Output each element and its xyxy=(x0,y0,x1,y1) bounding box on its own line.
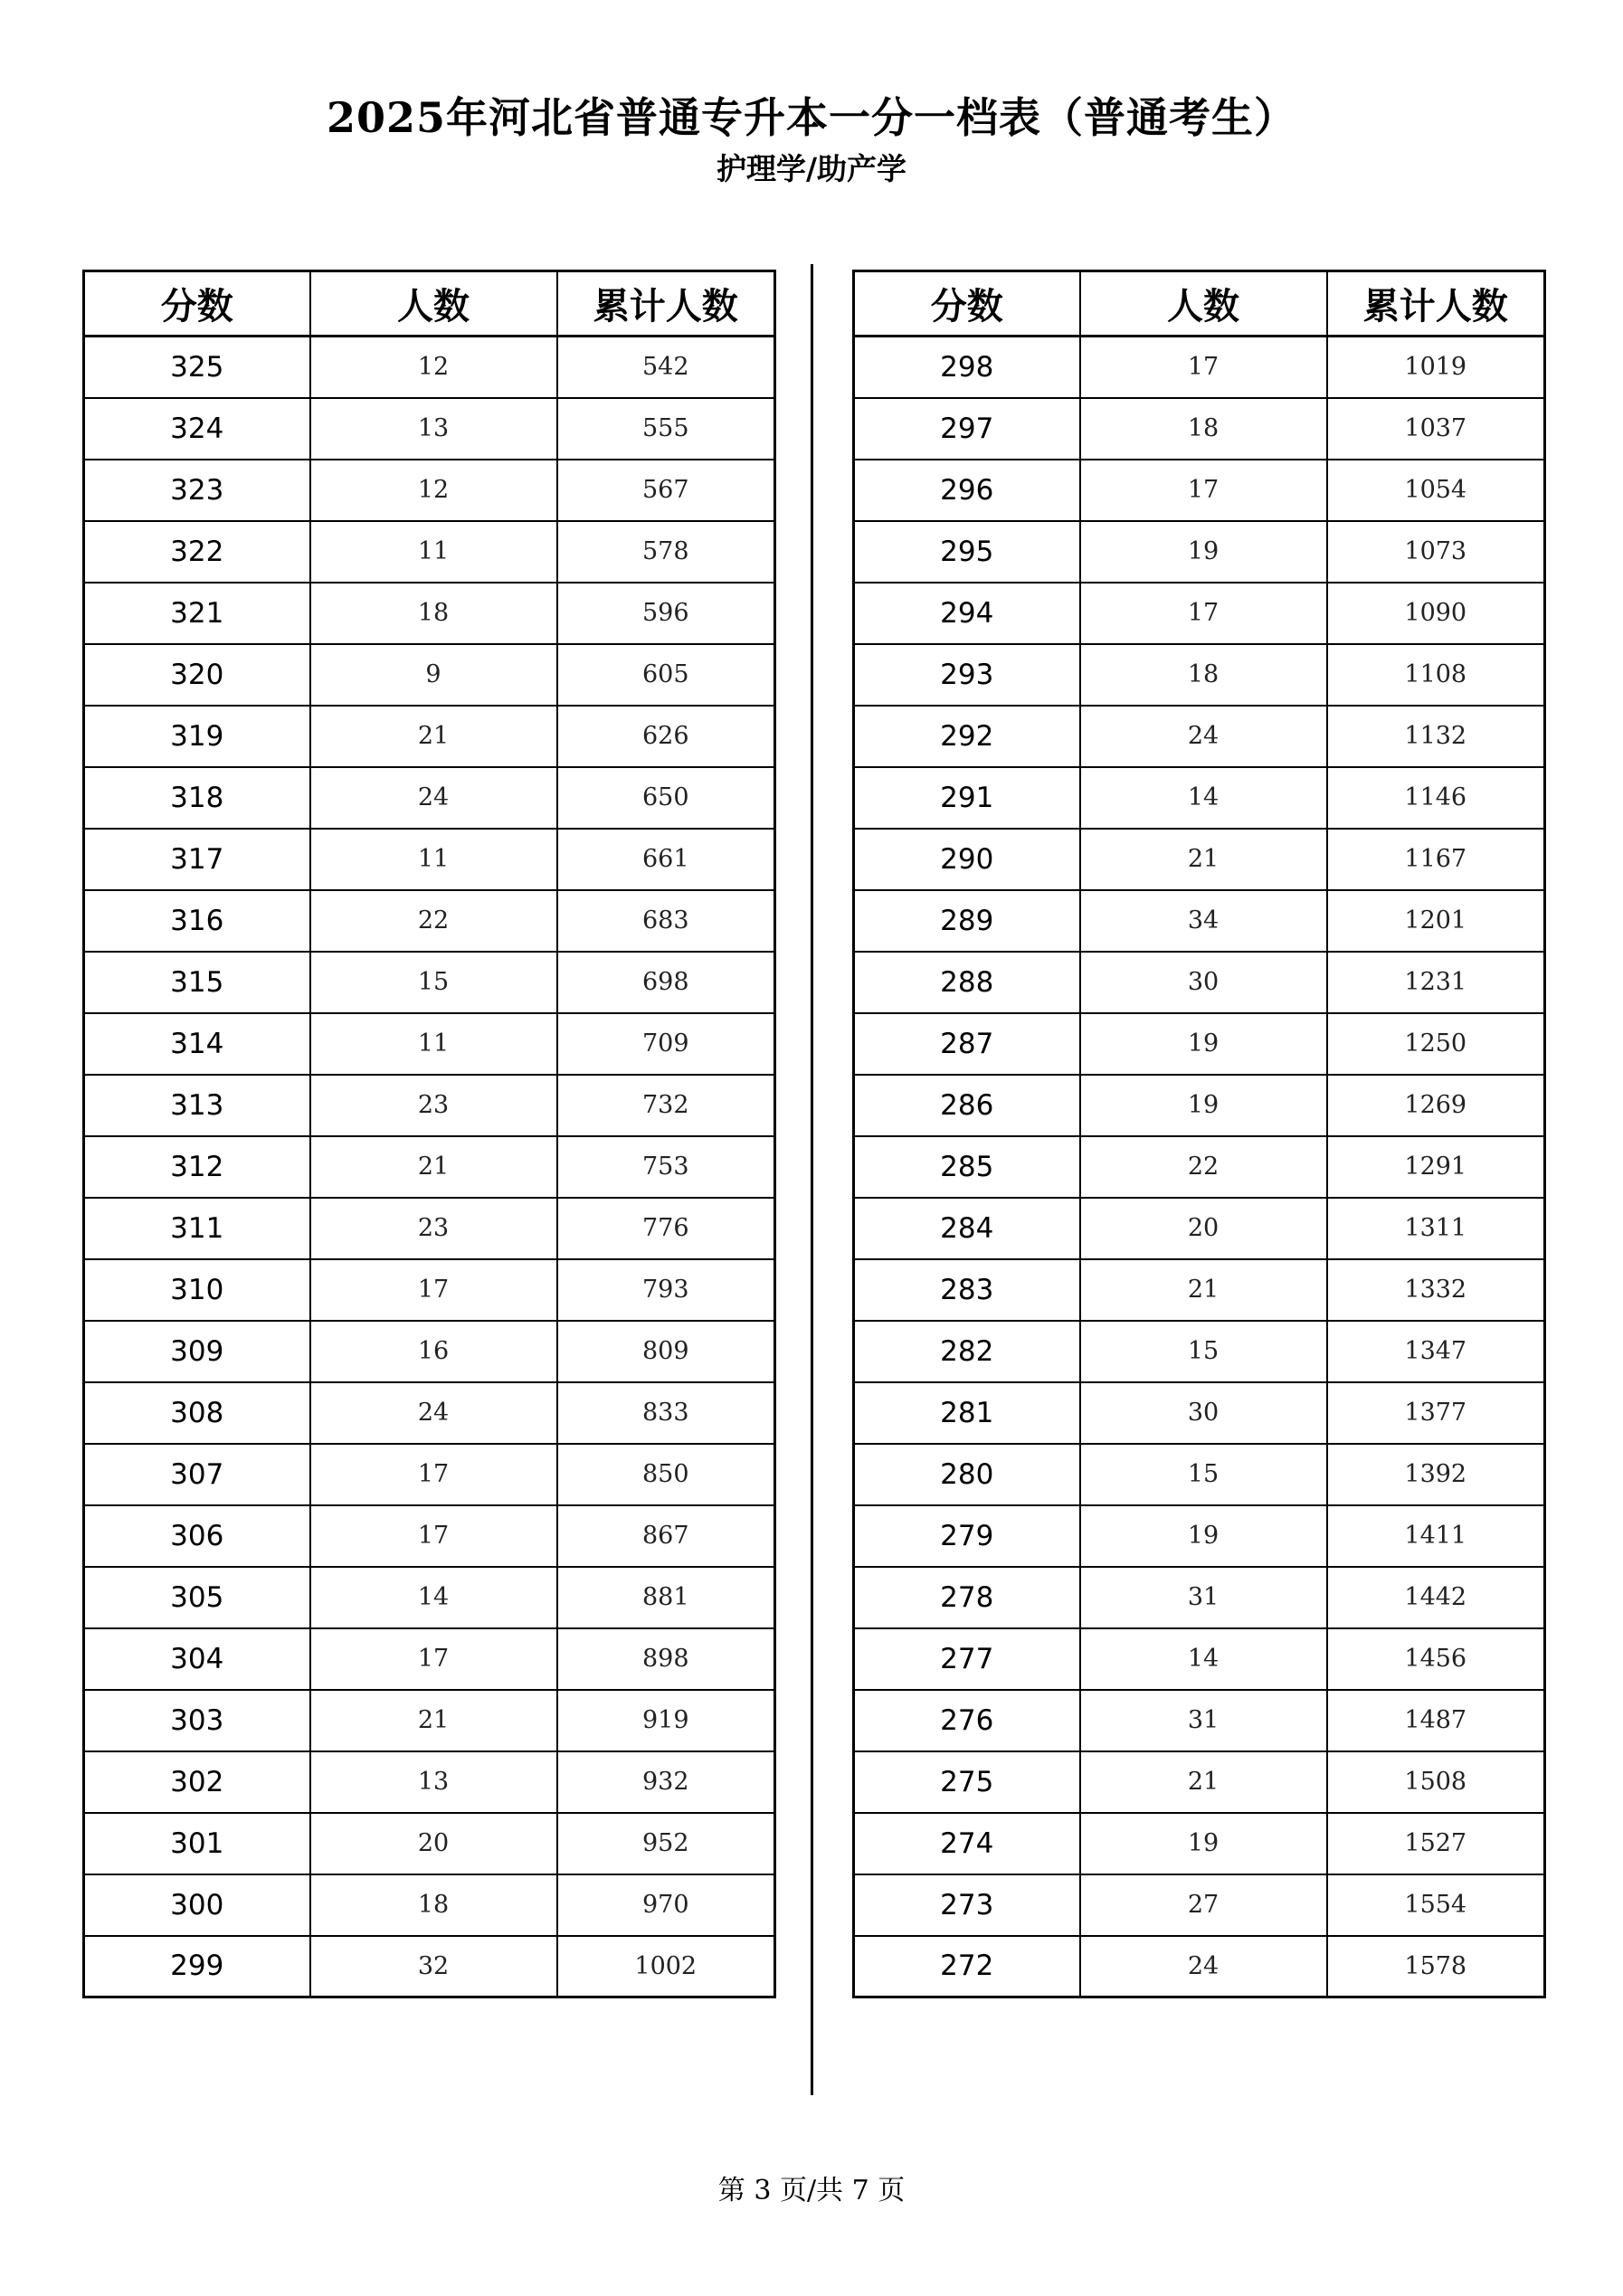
table-row xyxy=(854,1259,1545,1321)
header-cumulative: 累计人数 xyxy=(1327,271,1545,337)
table-row xyxy=(854,1321,1545,1382)
score-cell: 314 xyxy=(84,1013,310,1075)
score-cell: 273 xyxy=(854,1874,1080,1936)
cumulative-cell: 1442 xyxy=(1327,1567,1545,1628)
cumulative-cell: 1201 xyxy=(1327,890,1545,952)
table-row xyxy=(854,337,1545,398)
score-cell: 317 xyxy=(84,829,310,890)
score-cell: 312 xyxy=(84,1136,310,1198)
count-cell: 14 xyxy=(310,1567,557,1628)
count-cell: 19 xyxy=(1080,1813,1327,1874)
count-cell: 32 xyxy=(310,1936,557,1997)
count-cell: 21 xyxy=(1080,1259,1327,1321)
cumulative-cell: 1073 xyxy=(1327,521,1545,583)
table-row xyxy=(854,1198,1545,1259)
count-cell: 12 xyxy=(310,460,557,521)
score-cell: 287 xyxy=(854,1013,1080,1075)
score-table-right xyxy=(852,270,1546,1998)
count-cell: 15 xyxy=(1080,1444,1327,1505)
count-cell: 34 xyxy=(1080,890,1327,952)
cumulative-cell: 1269 xyxy=(1327,1075,1545,1136)
count-cell: 12 xyxy=(310,337,557,398)
count-cell: 24 xyxy=(1080,1936,1327,1997)
count-cell: 18 xyxy=(1080,644,1327,706)
score-cell: 319 xyxy=(84,706,310,767)
table-header-row xyxy=(84,271,775,337)
score-cell: 324 xyxy=(84,398,310,460)
cumulative-cell: 1231 xyxy=(1327,952,1545,1013)
count-cell: 24 xyxy=(310,767,557,829)
count-cell: 16 xyxy=(310,1321,557,1382)
table-row xyxy=(854,1075,1545,1136)
count-cell: 23 xyxy=(310,1075,557,1136)
count-cell: 31 xyxy=(1080,1690,1327,1751)
score-cell: 294 xyxy=(854,583,1080,644)
count-cell: 11 xyxy=(310,1013,557,1075)
count-cell: 23 xyxy=(310,1198,557,1259)
cumulative-cell: 555 xyxy=(557,398,775,460)
score-cell: 281 xyxy=(854,1382,1080,1444)
score-cell: 293 xyxy=(854,644,1080,706)
count-cell: 31 xyxy=(1080,1567,1327,1628)
score-cell: 320 xyxy=(84,644,310,706)
table-header-row xyxy=(854,271,1545,337)
table-row xyxy=(84,1813,775,1874)
count-cell: 22 xyxy=(1080,1136,1327,1198)
cumulative-cell: 1578 xyxy=(1327,1936,1545,1997)
score-cell: 297 xyxy=(854,398,1080,460)
table-row xyxy=(84,398,775,460)
table-row xyxy=(854,706,1545,767)
table-row xyxy=(84,1321,775,1382)
count-cell: 17 xyxy=(1080,583,1327,644)
table-row xyxy=(84,952,775,1013)
cumulative-cell: 898 xyxy=(557,1628,775,1690)
table-row xyxy=(854,1444,1545,1505)
cumulative-cell: 1377 xyxy=(1327,1382,1545,1444)
count-cell: 19 xyxy=(1080,1075,1327,1136)
cumulative-cell: 793 xyxy=(557,1259,775,1321)
count-cell: 30 xyxy=(1080,952,1327,1013)
count-cell: 19 xyxy=(1080,1013,1327,1075)
score-cell: 295 xyxy=(854,521,1080,583)
score-cell: 286 xyxy=(854,1075,1080,1136)
score-cell: 323 xyxy=(84,460,310,521)
count-cell: 18 xyxy=(310,1874,557,1936)
count-cell: 13 xyxy=(310,398,557,460)
cumulative-cell: 970 xyxy=(557,1874,775,1936)
table-row xyxy=(854,829,1545,890)
table-row xyxy=(84,890,775,952)
count-cell: 20 xyxy=(310,1813,557,1874)
score-cell: 306 xyxy=(84,1505,310,1567)
page-subtitle: 护理学/助产学 xyxy=(716,151,907,186)
count-cell: 21 xyxy=(310,1136,557,1198)
cumulative-cell: 1146 xyxy=(1327,767,1545,829)
count-cell: 9 xyxy=(310,644,557,706)
score-cell: 276 xyxy=(854,1690,1080,1751)
cumulative-cell: 1487 xyxy=(1327,1690,1545,1751)
table-row xyxy=(84,1874,775,1936)
score-cell: 285 xyxy=(854,1136,1080,1198)
cumulative-cell: 1002 xyxy=(557,1936,775,1997)
score-cell: 313 xyxy=(84,1075,310,1136)
score-cell: 279 xyxy=(854,1505,1080,1567)
table-row xyxy=(84,1628,775,1690)
cumulative-cell: 833 xyxy=(557,1382,775,1444)
cumulative-cell: 1411 xyxy=(1327,1505,1545,1567)
score-table-right-body xyxy=(854,337,1545,1997)
count-cell: 14 xyxy=(1080,1628,1327,1690)
table-row xyxy=(84,1382,775,1444)
table-row xyxy=(84,1751,775,1813)
table-row xyxy=(84,1690,775,1751)
score-cell: 289 xyxy=(854,890,1080,952)
count-cell: 30 xyxy=(1080,1382,1327,1444)
score-cell: 311 xyxy=(84,1198,310,1259)
score-cell: 310 xyxy=(84,1259,310,1321)
table-row xyxy=(854,1874,1545,1936)
cumulative-cell: 567 xyxy=(557,460,775,521)
count-cell: 17 xyxy=(310,1505,557,1567)
table-row xyxy=(854,583,1545,644)
cumulative-cell: 709 xyxy=(557,1013,775,1075)
cumulative-cell: 1554 xyxy=(1327,1874,1545,1936)
count-cell: 17 xyxy=(310,1444,557,1505)
score-cell: 304 xyxy=(84,1628,310,1690)
cumulative-cell: 932 xyxy=(557,1751,775,1813)
score-cell: 308 xyxy=(84,1382,310,1444)
table-row xyxy=(84,460,775,521)
table-row xyxy=(854,1751,1545,1813)
table-row xyxy=(854,1690,1545,1751)
score-cell: 299 xyxy=(84,1936,310,1997)
cumulative-cell: 753 xyxy=(557,1136,775,1198)
table-row xyxy=(84,1259,775,1321)
count-cell: 19 xyxy=(1080,521,1327,583)
table-row xyxy=(84,1567,775,1628)
score-cell: 318 xyxy=(84,767,310,829)
count-cell: 19 xyxy=(1080,1505,1327,1567)
score-cell: 316 xyxy=(84,890,310,952)
table-row xyxy=(854,644,1545,706)
cumulative-cell: 683 xyxy=(557,890,775,952)
count-cell: 17 xyxy=(1080,337,1327,398)
cumulative-cell: 776 xyxy=(557,1198,775,1259)
table-row xyxy=(854,1813,1545,1874)
score-cell: 282 xyxy=(854,1321,1080,1382)
count-cell: 13 xyxy=(310,1751,557,1813)
score-table-left-body xyxy=(84,337,775,1997)
count-cell: 11 xyxy=(310,829,557,890)
score-cell: 275 xyxy=(854,1751,1080,1813)
table-row xyxy=(854,1136,1545,1198)
count-cell: 18 xyxy=(310,583,557,644)
score-cell: 322 xyxy=(84,521,310,583)
score-table-left xyxy=(82,270,776,1998)
score-cell: 290 xyxy=(854,829,1080,890)
count-cell: 21 xyxy=(310,1690,557,1751)
cumulative-cell: 1132 xyxy=(1327,706,1545,767)
table-row xyxy=(854,1628,1545,1690)
table-row xyxy=(84,1136,775,1198)
table-row xyxy=(84,1936,775,1997)
score-cell: 298 xyxy=(854,337,1080,398)
score-cell: 305 xyxy=(84,1567,310,1628)
page-title: 2025年河北省普通专升本一分一档表（普通考生） xyxy=(326,93,1297,142)
cumulative-cell: 1167 xyxy=(1327,829,1545,890)
cumulative-cell: 919 xyxy=(557,1690,775,1751)
cumulative-cell: 1090 xyxy=(1327,583,1545,644)
cumulative-cell: 809 xyxy=(557,1321,775,1382)
table-row xyxy=(84,1013,775,1075)
table-row xyxy=(84,706,775,767)
score-cell: 303 xyxy=(84,1690,310,1751)
cumulative-cell: 1019 xyxy=(1327,337,1545,398)
table-row xyxy=(84,1505,775,1567)
score-cell: 300 xyxy=(84,1874,310,1936)
table-row xyxy=(84,767,775,829)
table-row xyxy=(854,1505,1545,1567)
cumulative-cell: 605 xyxy=(557,644,775,706)
header-cumulative: 累计人数 xyxy=(557,271,775,337)
score-cell: 283 xyxy=(854,1259,1080,1321)
page-footer: 第 3 页/共 7 页 xyxy=(717,2175,906,2206)
count-cell: 24 xyxy=(1080,706,1327,767)
score-cell: 296 xyxy=(854,460,1080,521)
cumulative-cell: 626 xyxy=(557,706,775,767)
cumulative-cell: 1527 xyxy=(1327,1813,1545,1874)
count-cell: 15 xyxy=(310,952,557,1013)
table-row xyxy=(84,644,775,706)
table-row xyxy=(854,1567,1545,1628)
count-cell: 21 xyxy=(1080,1751,1327,1813)
count-cell: 21 xyxy=(310,706,557,767)
cumulative-cell: 1311 xyxy=(1327,1198,1545,1259)
score-cell: 292 xyxy=(854,706,1080,767)
score-cell: 309 xyxy=(84,1321,310,1382)
cumulative-cell: 1250 xyxy=(1327,1013,1545,1075)
table-row xyxy=(854,1382,1545,1444)
table-row xyxy=(854,521,1545,583)
cumulative-cell: 661 xyxy=(557,829,775,890)
score-cell: 307 xyxy=(84,1444,310,1505)
cumulative-cell: 1456 xyxy=(1327,1628,1545,1690)
count-cell: 22 xyxy=(310,890,557,952)
cumulative-cell: 1037 xyxy=(1327,398,1545,460)
header-score: 分数 xyxy=(854,271,1080,337)
score-cell: 288 xyxy=(854,952,1080,1013)
score-cell: 278 xyxy=(854,1567,1080,1628)
cumulative-cell: 1054 xyxy=(1327,460,1545,521)
cumulative-cell: 732 xyxy=(557,1075,775,1136)
header-count: 人数 xyxy=(310,271,557,337)
cumulative-cell: 850 xyxy=(557,1444,775,1505)
cumulative-cell: 578 xyxy=(557,521,775,583)
cumulative-cell: 650 xyxy=(557,767,775,829)
table-row xyxy=(84,521,775,583)
cumulative-cell: 542 xyxy=(557,337,775,398)
cumulative-cell: 867 xyxy=(557,1505,775,1567)
count-cell: 18 xyxy=(1080,398,1327,460)
table-row xyxy=(854,1013,1545,1075)
cumulative-cell: 1332 xyxy=(1327,1259,1545,1321)
score-cell: 302 xyxy=(84,1751,310,1813)
header-score: 分数 xyxy=(84,271,310,337)
cumulative-cell: 1291 xyxy=(1327,1136,1545,1198)
count-cell: 14 xyxy=(1080,767,1327,829)
cumulative-cell: 881 xyxy=(557,1567,775,1628)
table-row xyxy=(84,1198,775,1259)
table-row xyxy=(854,952,1545,1013)
count-cell: 11 xyxy=(310,521,557,583)
score-cell: 301 xyxy=(84,1813,310,1874)
count-cell: 24 xyxy=(310,1382,557,1444)
table-row xyxy=(84,829,775,890)
score-cell: 291 xyxy=(854,767,1080,829)
table-row xyxy=(84,1075,775,1136)
cumulative-cell: 952 xyxy=(557,1813,775,1874)
score-cell: 272 xyxy=(854,1936,1080,1997)
cumulative-cell: 596 xyxy=(557,583,775,644)
cumulative-cell: 1392 xyxy=(1327,1444,1545,1505)
cumulative-cell: 1347 xyxy=(1327,1321,1545,1382)
count-cell: 15 xyxy=(1080,1321,1327,1382)
count-cell: 17 xyxy=(1080,460,1327,521)
score-cell: 321 xyxy=(84,583,310,644)
table-row xyxy=(84,1444,775,1505)
count-cell: 17 xyxy=(310,1628,557,1690)
score-cell: 280 xyxy=(854,1444,1080,1505)
count-cell: 20 xyxy=(1080,1198,1327,1259)
cumulative-cell: 1108 xyxy=(1327,644,1545,706)
table-row xyxy=(84,583,775,644)
score-cell: 274 xyxy=(854,1813,1080,1874)
table-row xyxy=(854,398,1545,460)
table-row xyxy=(854,890,1545,952)
score-cell: 284 xyxy=(854,1198,1080,1259)
score-cell: 325 xyxy=(84,337,310,398)
column-divider xyxy=(811,264,813,2095)
table-row xyxy=(84,337,775,398)
count-cell: 27 xyxy=(1080,1874,1327,1936)
score-cell: 315 xyxy=(84,952,310,1013)
header-count: 人数 xyxy=(1080,271,1327,337)
table-row xyxy=(854,767,1545,829)
count-cell: 17 xyxy=(310,1259,557,1321)
table-row xyxy=(854,460,1545,521)
cumulative-cell: 698 xyxy=(557,952,775,1013)
count-cell: 21 xyxy=(1080,829,1327,890)
cumulative-cell: 1508 xyxy=(1327,1751,1545,1813)
score-cell: 277 xyxy=(854,1628,1080,1690)
table-row xyxy=(854,1936,1545,1997)
